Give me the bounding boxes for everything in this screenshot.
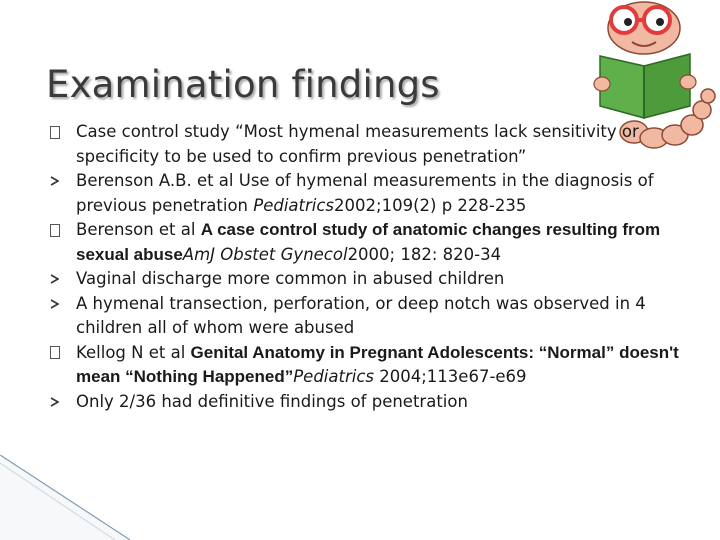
bullet-item: [50, 218, 700, 267]
corner-decoration: [0, 455, 130, 540]
bullet-text: Genital Anatomy in Pregnant Adolescents: “Normal” doesn't mean “Nothing Happened”: [76, 342, 679, 386]
bullet-text: A hymenal transection, perforation, or deep notch was observed in 4 children all of whom were abused: [76, 293, 646, 337]
bullet-text: Berenson A.B. et al Use of hymenal measurements in the diagnosis of previous penetration: [76, 171, 654, 215]
bullet-text: Kellog N et al: [76, 342, 191, 362]
box-icon: [50, 218, 64, 243]
bullet-item: [50, 292, 700, 341]
bullet-text: Berenson et al: [76, 220, 201, 239]
bullet-item: [50, 120, 700, 169]
box-icon: [50, 341, 64, 366]
bullet-list: [50, 120, 700, 414]
bullet-item: [50, 341, 700, 390]
bullet-text: Pediatrics: [293, 367, 375, 386]
arrow-icon: [50, 267, 64, 292]
bullet-text: Case control study “Most hymenal measurements lack sensitivity or specificity to be used to confirm previous penetration”: [76, 122, 639, 166]
arrow-icon: [50, 292, 64, 317]
bullet-text: Only 2/36 had definitive findings of penetration: [76, 391, 468, 411]
arrow-icon: [50, 390, 64, 415]
bullet-item: [50, 390, 700, 415]
box-icon: [50, 120, 64, 145]
slide-title: Examination findings: [46, 62, 440, 106]
bullet-item: [50, 267, 700, 292]
bullet-text: 2002;109(2) p 228-235: [334, 195, 527, 215]
bullet-text: 2004;113e67-e69: [374, 367, 527, 386]
bullet-text: A case control study of anatomic changes resulting from sexual abuse: [76, 220, 661, 264]
bullet-text: Pediatrics: [253, 195, 335, 215]
arrow-icon: [50, 169, 64, 194]
bullet-text: Vaginal discharge more common in abused children: [76, 269, 505, 288]
bullet-item: [50, 169, 700, 218]
bullet-text: AmJ Obstet Gynecol: [182, 244, 348, 264]
bullet-text: 2000; 182: 820-34: [347, 244, 502, 264]
